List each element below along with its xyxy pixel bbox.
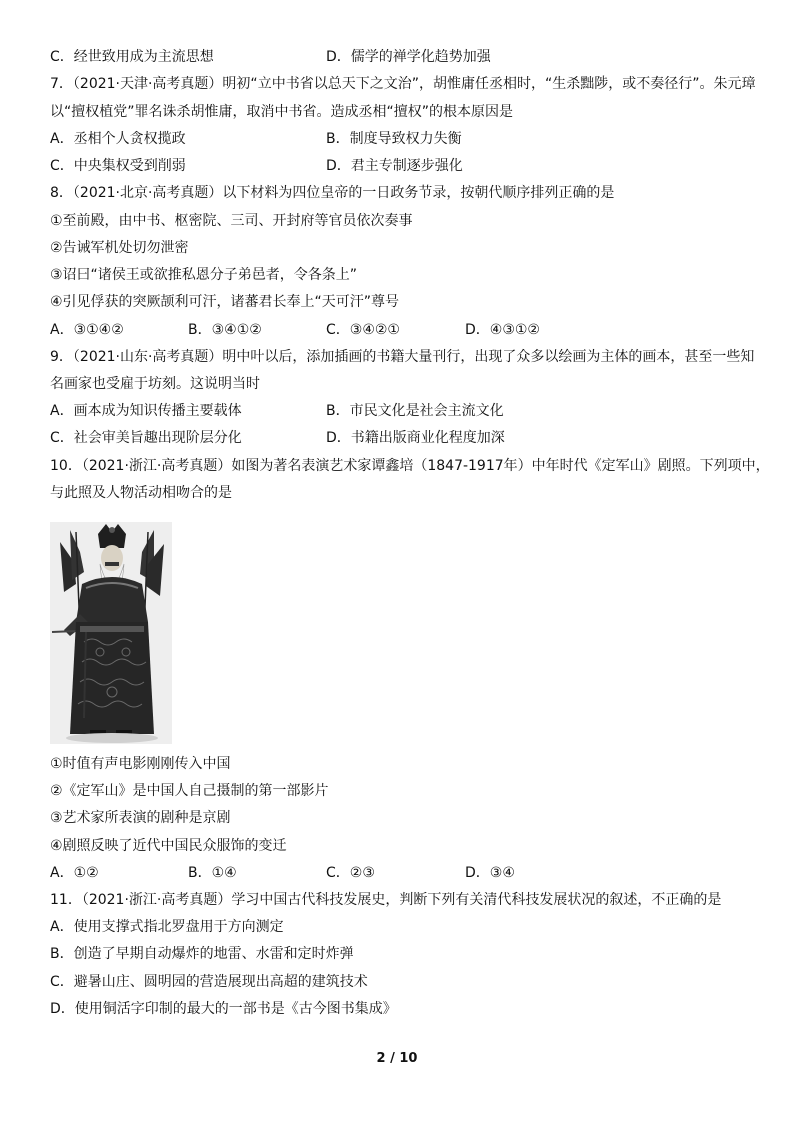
q10-item-4: ④剧照反映了近代中国民众服饰的变迁 xyxy=(50,838,287,854)
q11-option-d: D．使用铜活字印制的最大的一部书是《古今图书集成》 xyxy=(50,1001,397,1017)
q6-option-c: C．经世致用成为主流思想 xyxy=(50,49,214,65)
q9-stem-line1: 9．（2021·山东·高考真题）明中叶以后，添加插画的书籍大量刊行，出现了众多以绘画为主体的画本，甚至一些知 xyxy=(50,349,755,365)
q9-stem-line2: 名画家也受雇于坊刻。这说明当时 xyxy=(50,376,260,392)
opera-performer-illustration xyxy=(50,522,172,744)
q10-item-3: ③艺术家所表演的剧种是京剧 xyxy=(50,810,231,826)
q8-stem: 8．（2021·北京·高考真题）以下材料为四位皇帝的一日政务节录，按朝代顺序排列正确的是 xyxy=(50,185,615,201)
q11-stem: 11．（2021·浙江·高考真题）学习中国古代科技发展史，判断下列有关清代科技发展状况的叙述，不正确的是 xyxy=(50,892,722,908)
q10-item-2: ②《定军山》是中国人自己摄制的第一部影片 xyxy=(50,783,329,799)
q10-option-a: A．①② xyxy=(50,865,99,881)
q11-option-c: C．避暑山庄、圆明园的营造展现出高超的建筑技术 xyxy=(50,974,368,990)
q8-option-c: C．③④②① xyxy=(326,322,400,338)
page-number: 2 / 10 xyxy=(376,1051,418,1066)
q8-item-2: ②告诫军机处切勿泄密 xyxy=(50,240,189,256)
opera-performer-photo xyxy=(50,522,172,744)
q9-option-b: B．市民文化是社会主流文化 xyxy=(326,403,504,419)
q7-option-c: C．中央集权受到削弱 xyxy=(50,158,186,174)
q10-option-b: B．①④ xyxy=(188,865,237,881)
q10-item-1: ①时值有声电影刚刚传入中国 xyxy=(50,756,231,772)
q7-option-d: D．君主专制逐步强化 xyxy=(326,158,463,174)
q11-option-a: A．使用支撑式指北罗盘用于方向测定 xyxy=(50,919,284,935)
q9-option-d: D．书籍出版商业化程度加深 xyxy=(326,430,505,446)
q10-stem-line1: 10．（2021·浙江·高考真题）如图为著名表演艺术家谭鑫培（1847-1917年）中年时代《定军山》剧照。下列项中， xyxy=(50,458,770,474)
q8-option-d: D．④③①② xyxy=(465,322,540,338)
q9-option-c: C．社会审美旨趣出现阶层分化 xyxy=(50,430,242,446)
q7-option-a: A．丞相个人贪权揽政 xyxy=(50,131,186,147)
q10-option-c: C．②③ xyxy=(326,865,375,881)
q10-stem-line2: 与此照及人物活动相吻合的是 xyxy=(50,485,232,501)
q8-option-b: B．③④①② xyxy=(188,322,262,338)
q7-stem-line2: 以“擅权植党”罪名诛杀胡惟庸，取消中书省。造成丞相“擅权”的根本原因是 xyxy=(50,104,514,120)
q9-option-a: A．画本成为知识传播主要载体 xyxy=(50,403,242,419)
q8-option-a: A．③①④② xyxy=(50,322,124,338)
q7-stem-line1: 7．（2021·天津·高考真题）明初“立中书省以总天下之文治”，胡惟庸任丞相时，“生杀黜陟，或不奏径行”。朱元璋 xyxy=(50,76,756,92)
q8-item-3: ③诏曰“诸侯王或欲推私恩分子弟邑者，令各条上” xyxy=(50,267,358,283)
q6-option-d: D．儒学的禅学化趋势加强 xyxy=(326,49,491,65)
q8-item-1: ①至前殿，由中书、枢密院、三司、开封府等官员依次奏事 xyxy=(50,213,413,229)
q11-option-b: B．创造了早期自动爆炸的地雷、水雷和定时炸弹 xyxy=(50,946,354,962)
q10-option-d: D．③④ xyxy=(465,865,515,881)
q7-option-b: B．制度导致权力失衡 xyxy=(326,131,462,147)
q8-item-4: ④引见俘获的突厥颉利可汗，诸蕃君长奉上“天可汗”尊号 xyxy=(50,294,400,310)
